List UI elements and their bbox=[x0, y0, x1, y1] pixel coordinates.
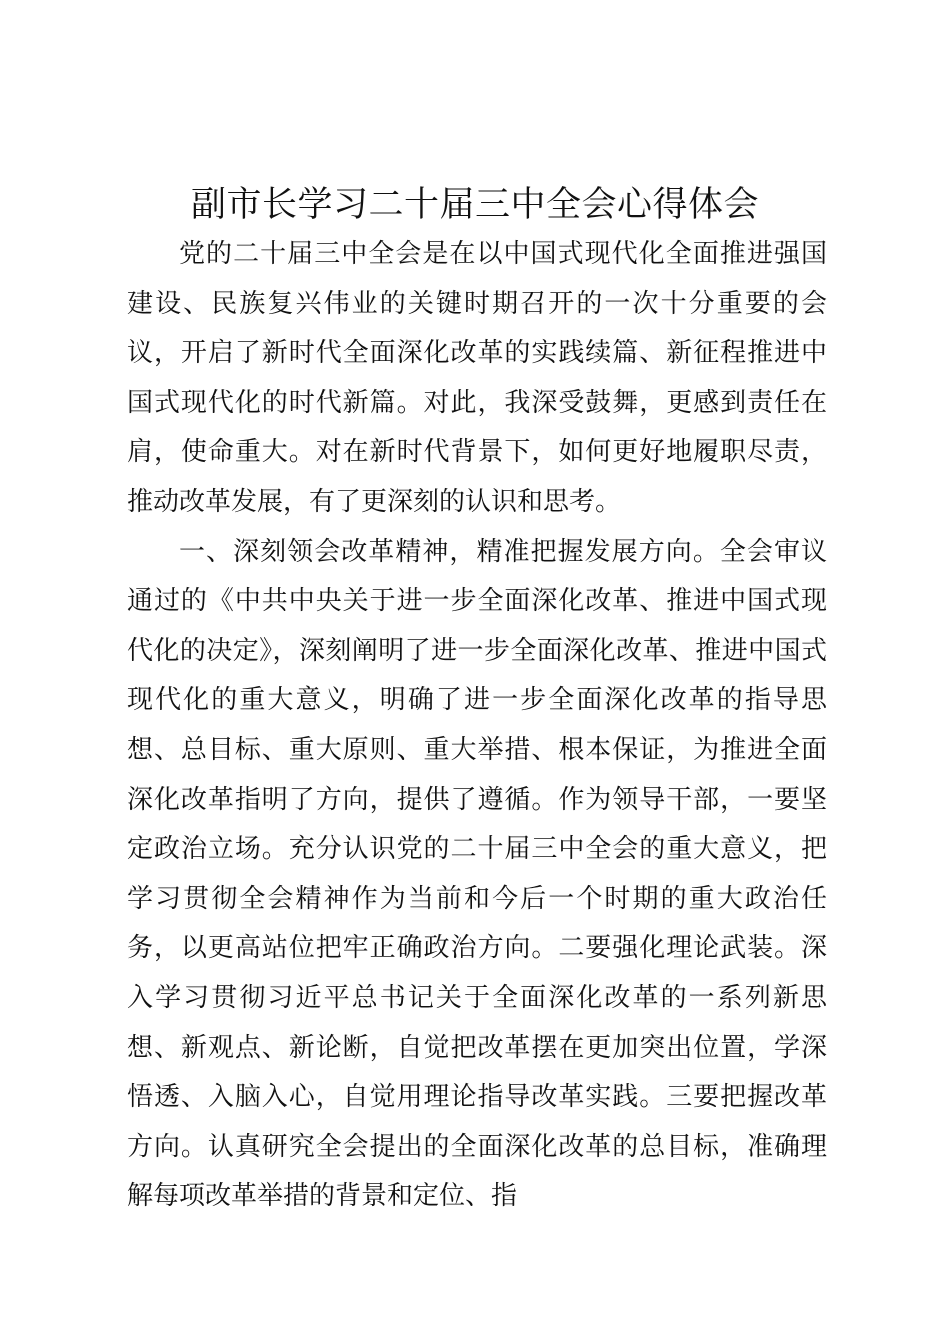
document-body bbox=[127, 230, 827, 1222]
paragraph-intro: 党的二十届三中全会是在以中国式现代化全面推进强国建设、民族复兴伟业的关键时期召开的一次十分重要的会议，开启了新时代全面深化改革的实践续篇、新征程推进中国式现代化的时代新篇。对此，我深受鼓舞，更感到责任在肩，使命重大。对在新时代背景下，如何更好地履职尽责，推动改革发展，有了更深刻的认识和思考。 bbox=[127, 239, 827, 517]
document-title: 副市长学习二十届三中全会心得体会 bbox=[190, 185, 759, 225]
paragraph-section-one: 一、深刻领会改革精神，精准把握发展方向。全会审议通过的《中共中央关于进一步全面深化改革、推进中国式现代化的决定》，深刻阐明了进一步全面深化改革、推进中国式现代化的重大意义，明确了进一步全面深化改革的指导思想、总目标、重大原则、重大举措、根本保证，为推进全面深化改革指明了方向，提供了遵循。作为领导干部，一要坚定政治立场。充分认识党的二十届三中全会的重大意义，把学习贯彻全会精神作为当前和今后一个时期的重大政治任务，以更高站位把牢正确政治方向。二要强化理论武装。深入学习贯彻习近平总书记关于全面深化改革的一系列新思想、新观点、新论断，自觉把改革摆在更加突出位置，学深悟透、入脑入心，自觉用理论指导改革实践。三要把握改革方向。认真研究全会提出的全面深化改革的总目标，准确理解每项改革举措的背景和定位、指 bbox=[127, 536, 827, 1212]
